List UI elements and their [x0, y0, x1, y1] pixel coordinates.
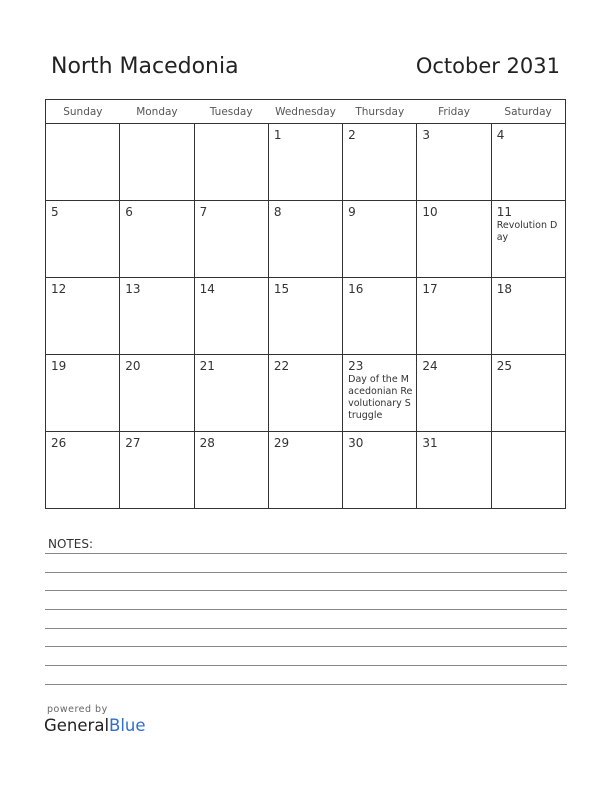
day-number: 15 — [273, 282, 290, 296]
day-cell — [268, 201, 342, 278]
day-number: 5 — [51, 205, 59, 219]
day-number: 23 — [348, 359, 364, 373]
day-cell — [491, 124, 565, 201]
day-number: 18 — [496, 282, 512, 296]
day-cell — [46, 355, 120, 432]
notes-line — [45, 646, 567, 647]
day-cell — [491, 201, 565, 278]
day-cell — [194, 278, 268, 355]
day-cell — [268, 432, 342, 509]
week-row — [46, 355, 566, 432]
notes-line — [45, 572, 567, 573]
day-cell — [46, 432, 120, 509]
day-cell — [268, 355, 342, 432]
day-number: 28 — [199, 436, 215, 450]
notes-line — [45, 684, 567, 685]
country-title: North Macedonia — [51, 54, 239, 79]
day-number: 2 — [348, 128, 356, 142]
notes-line — [45, 553, 567, 554]
day-cell — [46, 278, 120, 355]
brand-blue: Blue — [109, 716, 146, 735]
day-number: 30 — [348, 436, 364, 450]
day-cell — [343, 432, 417, 509]
notes-line — [45, 665, 567, 666]
day-number: 26 — [51, 436, 67, 450]
notes-line — [45, 609, 567, 610]
day-cell — [194, 201, 268, 278]
day-number: 4 — [496, 128, 505, 142]
day-cell — [343, 278, 417, 355]
notes-label: NOTES: — [48, 537, 93, 551]
calendar-grid — [45, 99, 566, 509]
day-cell — [120, 278, 194, 355]
day-cell — [417, 432, 491, 509]
week-row — [46, 278, 566, 355]
day-number: 3 — [422, 128, 431, 142]
holiday-label: Day of the Macedonian Revolutionary Struggle — [348, 374, 413, 421]
day-number: 25 — [496, 359, 512, 373]
day-number: 22 — [273, 359, 290, 373]
day-number: 11 — [496, 205, 512, 219]
day-number: 19 — [51, 359, 67, 373]
week-row — [46, 201, 566, 278]
day-number: 16 — [348, 282, 364, 296]
holiday-label: Revolution Day — [496, 220, 558, 243]
notes-line — [45, 590, 567, 591]
day-number: 31 — [422, 436, 438, 450]
day-cell — [491, 278, 565, 355]
day-number: 8 — [273, 205, 282, 219]
weekday-thursday: Thursday — [343, 100, 417, 124]
day-cell — [417, 355, 491, 432]
day-cell — [194, 124, 268, 201]
weekday-tuesday: Tuesday — [194, 100, 268, 124]
day-cell — [417, 278, 491, 355]
day-number: 24 — [422, 359, 438, 373]
day-cell — [343, 355, 417, 432]
weekday-header-row — [46, 100, 566, 124]
day-number: 12 — [51, 282, 67, 296]
day-cell — [268, 278, 342, 355]
day-cell — [46, 201, 120, 278]
brand-logo[interactable] — [44, 716, 146, 735]
day-number: 14 — [199, 282, 215, 296]
weekday-sunday: Sunday — [46, 100, 120, 124]
powered-by-text: powered by — [47, 704, 108, 715]
weekday-wednesday: Wednesday — [268, 100, 342, 124]
day-number: 7 — [199, 205, 208, 219]
day-number: 29 — [273, 436, 290, 450]
day-cell — [343, 124, 417, 201]
month-title: October 2031 — [415, 54, 560, 78]
weekday-monday: Monday — [120, 100, 194, 124]
day-number: 27 — [125, 436, 141, 450]
day-cell — [491, 355, 565, 432]
week-row — [46, 432, 566, 509]
day-cell — [120, 124, 194, 201]
day-cell — [120, 355, 194, 432]
day-number: 21 — [199, 359, 215, 373]
day-number: 10 — [422, 205, 438, 219]
weekday-friday: Friday — [417, 100, 491, 124]
day-cell — [194, 432, 268, 509]
weekday-saturday: Saturday — [491, 100, 565, 124]
day-cell — [120, 432, 194, 509]
week-row — [46, 124, 566, 201]
notes-line — [45, 628, 567, 629]
brand-general: General — [44, 716, 110, 735]
day-cell — [343, 201, 417, 278]
day-number: 1 — [273, 128, 282, 142]
day-cell — [120, 201, 194, 278]
day-cell — [491, 432, 565, 509]
day-number: 20 — [125, 359, 141, 373]
day-cell — [268, 124, 342, 201]
day-number: 13 — [125, 282, 141, 296]
day-cell — [417, 201, 491, 278]
day-number: 9 — [348, 205, 356, 219]
day-cell — [46, 124, 120, 201]
day-cell — [417, 124, 491, 201]
day-cell — [194, 355, 268, 432]
day-number: 6 — [125, 205, 133, 219]
day-number: 17 — [422, 282, 438, 296]
